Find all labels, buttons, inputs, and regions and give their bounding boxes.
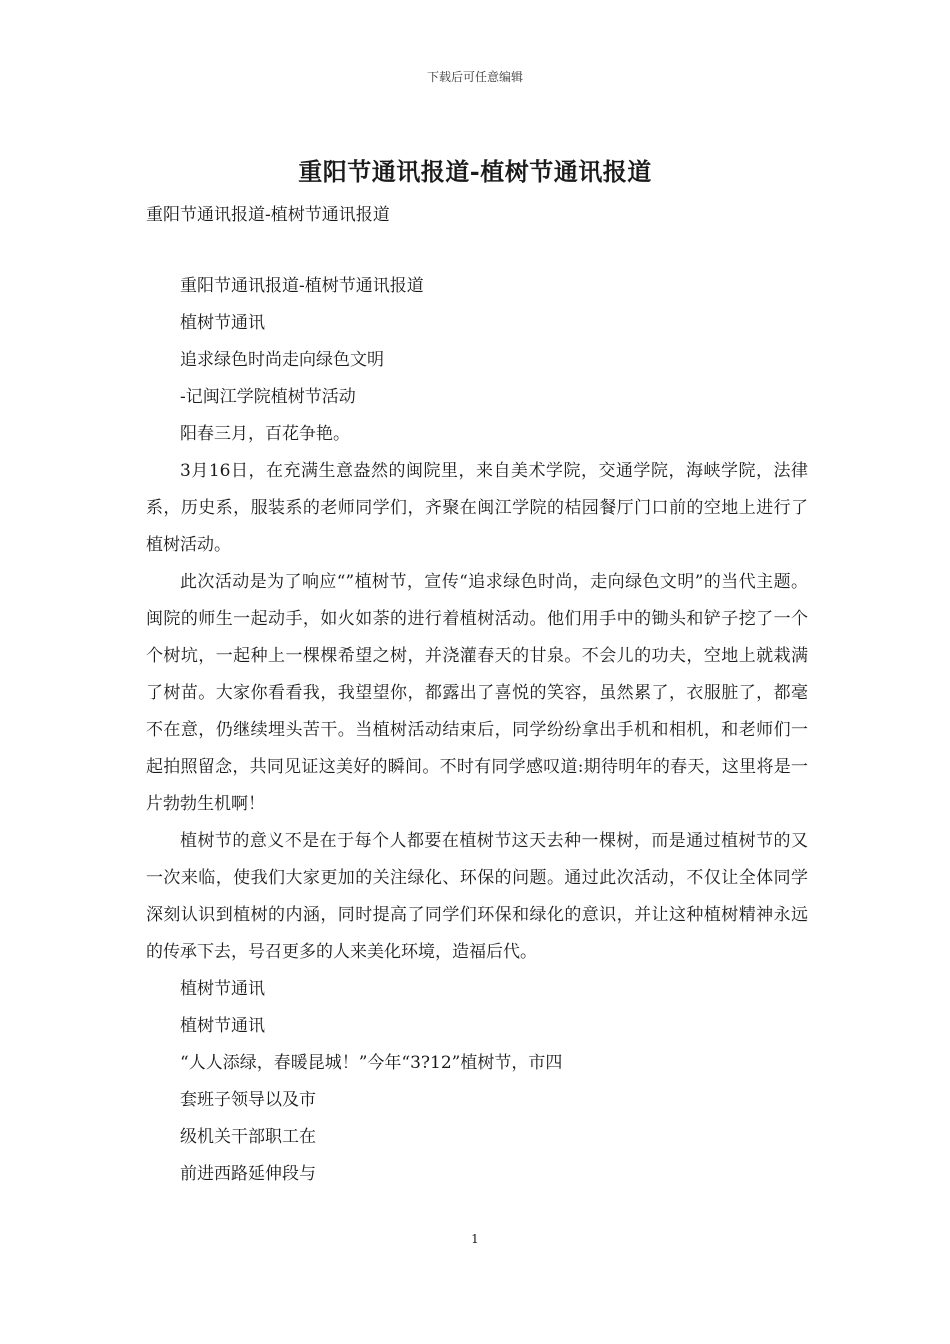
paragraph: 阳春三月，百花争艳。 — [180, 424, 350, 444]
document-title: 重阳节通讯报道-植树节通讯报道 — [298, 157, 652, 186]
paragraph: 植树节通讯 — [180, 979, 265, 999]
document-subtitle: 重阳节通讯报道-植树节通讯报道 — [146, 205, 390, 225]
page-number: 1 — [471, 1232, 479, 1246]
paragraph: 植树节通讯 — [180, 313, 265, 333]
paragraph: 级机关干部职工在 — [180, 1127, 316, 1147]
paragraph: 追求绿色时尚走向绿色文明 — [180, 350, 384, 370]
paragraph: 3月16日，在充满生意盎然的闽院里，来自美术学院，交通学院，海峡学院，法律系，历史系，服装系的老师同学们，齐聚在闽江学院的桔园餐厅门口前的空地上进行了植树活动。 — [146, 461, 808, 555]
paragraph: 前进西路延伸段与 — [180, 1164, 316, 1184]
paragraph: 套班子领导以及市 — [180, 1090, 316, 1110]
header-note: 下载后可任意编辑 — [426, 70, 523, 84]
paragraph: 植树节通讯 — [180, 1016, 265, 1036]
paragraph: 重阳节通讯报道-植树节通讯报道 — [180, 276, 424, 296]
paragraph: 此次活动是为了响应“”植树节，宣传“追求绿色时尚，走向绿色文明”的当代主题。闽院的师生一起动手，如火如荼的进行着植树活动。他们用手中的锄头和铲子挖了一个个树坑，一起种上一棵棵希望之树，并浇灌春天的甘泉。不会儿的功夫，空地上就栽满了树苗。大家你看看我，我望望你，都露出了喜悦的笑容，虽然累了，衣服脏了，都毫不在意，仍继续埋头苦干。当植树活动结束后，同学纷纷拿出手机和相机，和老师们一起拍照留念，共同见证这美好的瞬间。不时有同学感叹道:期待明年的春天，这里将是一片勃勃生机啊！ — [146, 572, 808, 814]
paragraph: “人人添绿，春暖昆城！”今年“3?12”植树节，市四 — [180, 1053, 563, 1073]
paragraph: 植树节的意义不是在于每个人都要在植树节这天去种一棵树，而是通过植树节的又一次来临，使我们大家更加的关注绿化、环保的问题。通过此次活动，不仅让全体同学深刻认识到植树的内涵，同时提高了同学们环保和绿化的意识，并让这种植树精神永远的传承下去，号召更多的人来美化环境，造福后代。 — [146, 831, 808, 962]
document-body — [146, 268, 808, 1193]
paragraph: -记闽江学院植树节活动 — [180, 387, 356, 407]
